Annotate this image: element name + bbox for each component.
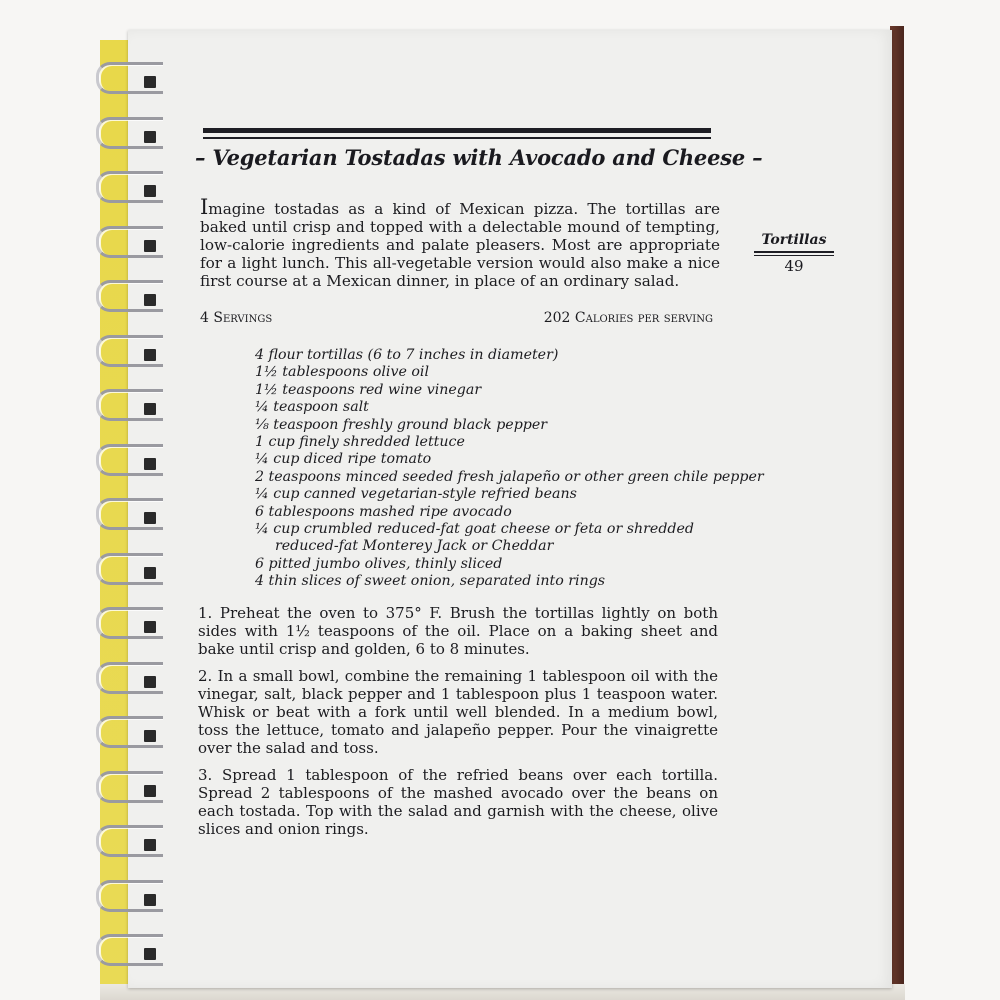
spiral-coil xyxy=(96,117,163,149)
recipe-intro xyxy=(200,195,720,290)
spiral-coil xyxy=(96,662,163,694)
ingredient-item: ⅛ teaspoon freshly ground black pepper xyxy=(255,416,548,433)
spiral-coil xyxy=(96,716,163,748)
section-tab-label: Tortillas xyxy=(761,232,827,248)
ingredient-item: ¼ cup crumbled reduced-fat goat cheese or feta or shredded reduced-fat Monterey Jack or Cheddar xyxy=(255,521,694,555)
ingredient-item: 1½ tablespoons olive oil xyxy=(255,364,429,381)
section-tab-rule xyxy=(754,251,834,253)
spiral-coil xyxy=(96,934,163,966)
section-tab xyxy=(754,232,834,275)
ingredient-item: 4 flour tortillas (6 to 7 inches in diameter) xyxy=(255,347,559,363)
ingredient-item: 1½ teaspoons red wine vinegar xyxy=(255,381,482,398)
ingredient-item: 6 pitted jumbo olives, thinly sliced xyxy=(255,555,503,572)
ingredient-item: 1 cup finely shredded lettuce xyxy=(255,434,465,451)
ingredient-item: ¼ teaspoon salt xyxy=(255,399,369,416)
ingredient-item: 2 teaspoons minced seeded fresh jalapeño or other green chile pepper xyxy=(255,468,764,485)
spiral-coil xyxy=(96,62,163,94)
method-step: 3. Spread 1 tablespoon of the refried beans over each tortilla. Spread 2 tablespoons of the mashed avocado over the beans on each tostada. Top with the salad and garnish with the cheese, olive slices and onion rings. xyxy=(198,766,718,838)
recipe-title: – Vegetarian Tostadas with Avocado and Cheese – xyxy=(195,145,763,170)
book-back-cover-edge xyxy=(890,26,904,986)
intro-dropcap: I xyxy=(200,195,209,219)
title-rule-thin xyxy=(203,137,711,139)
servings-count: 4 Servings xyxy=(200,310,273,326)
ingredient-item: ¼ cup diced ripe tomato xyxy=(255,451,432,468)
spiral-binding xyxy=(96,0,166,1000)
spiral-coil xyxy=(96,444,163,476)
spiral-coil xyxy=(96,880,163,912)
spiral-coil xyxy=(96,389,163,421)
page-number: 49 xyxy=(784,257,804,275)
ingredient-list xyxy=(255,347,764,591)
ingredient-item: 4 thin slices of sweet onion, separated into rings xyxy=(255,573,606,590)
title-rule-thick xyxy=(203,128,711,133)
spiral-coil xyxy=(96,171,163,203)
calories-per-serving: 202 Calories per serving xyxy=(543,310,713,326)
spiral-coil xyxy=(96,553,163,585)
method-step: 2. In a small bowl, combine the remaining 1 tablespoon oil with the vinegar, salt, black pepper and 1 tablespoon plus 1 teaspoon water. Whisk or beat with a fork until well blended. In a medium bowl, toss the lettuce, tomato and jalapeño pepper. Pour the vinaigrette over the salad and toss. xyxy=(198,667,718,757)
spiral-coil xyxy=(96,226,163,258)
spiral-coil xyxy=(96,280,163,312)
intro-text: magine tostadas as a kind of Mexican pizza. The tortillas are baked until crisp and topped with a delectable mound of tempting, low-calorie ingredients and palate pleasers. Most are appropriate for a light lunch. This all-vegetable version would also make a nice first course at a Mexican dinner, in place of an ordinary salad. xyxy=(200,200,720,290)
ingredient-item: 6 tablespoons mashed ripe avocado xyxy=(255,503,512,520)
spiral-coil xyxy=(96,498,163,530)
spiral-coil xyxy=(96,825,163,857)
method-steps xyxy=(198,605,718,849)
spiral-coil xyxy=(96,607,163,639)
method-step: 1. Preheat the oven to 375° F. Brush the tortillas lightly on both sides with 1½ teaspoons of the oil. Place on a baking sheet and bake until crisp and golden, 6 to 8 minutes. xyxy=(198,604,718,658)
spiral-coil xyxy=(96,771,163,803)
section-tab-rule-thin xyxy=(754,255,834,256)
ingredient-item: ¼ cup canned vegetarian-style refried beans xyxy=(255,486,577,503)
spiral-coil xyxy=(96,335,163,367)
